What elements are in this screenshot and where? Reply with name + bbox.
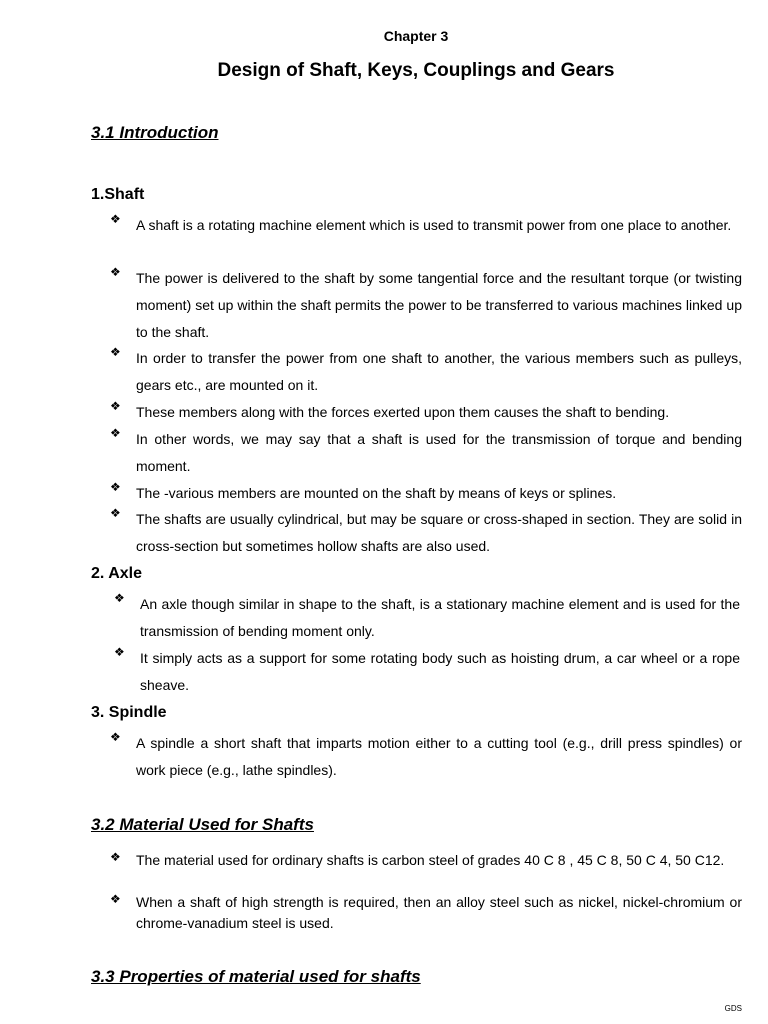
diamond-bullet-icon: ❖	[110, 506, 121, 520]
list-item: ❖ In other words, we may say that a shaft is used for the transmission of torque and bending moment.	[110, 426, 742, 474]
footer-initials: GDS	[724, 1004, 742, 1013]
diamond-bullet-icon: ❖	[114, 591, 125, 605]
list-item: ❖ The -various members are mounted on the shaft by means of keys or splines.	[110, 480, 617, 501]
diamond-bullet-icon: ❖	[110, 480, 121, 494]
list-item: ❖ The power is delivered to the shaft by some tangential force and the resultant torque (or twisting moment) set up within the shaft permits the power to be transferred to various machines linked up to the shaft.	[110, 265, 742, 340]
subheading-axle: 2. Axle	[91, 565, 142, 582]
diamond-bullet-icon: ❖	[110, 265, 121, 279]
list-item: ❖ In order to transfer the power from one shaft to another, the various members such as pulleys, gears etc., are mounted on it.	[110, 345, 742, 393]
chapter-label: Chapter 3	[383, 28, 449, 44]
diamond-bullet-icon: ❖	[110, 892, 121, 906]
diamond-bullet-icon: ❖	[114, 645, 125, 659]
list-item: ❖ When a shaft of high strength is required, then an alloy steel such as nickel, nickel-chromium or chrome-vanadium steel is used.	[110, 892, 742, 931]
list-item: ❖ A spindle a short shaft that imparts motion either to a cutting tool (e.g., drill press spindles) or work piece (e.g., lathe spindles).	[110, 730, 742, 778]
page-title: Design of Shaft, Keys, Couplings and Gears	[217, 60, 615, 81]
subheading-shaft: 1.Shaft	[91, 186, 145, 203]
section-heading-introduction: 3.1 Introduction	[91, 123, 219, 142]
list-item: ❖ An axle though similar in shape to the shaft, is a stationary machine element and is used for the transmission of bending moment only.	[114, 591, 740, 639]
section-heading-material: 3.2 Material Used for Shafts	[91, 815, 314, 834]
list-item: ❖ The material used for ordinary shafts is carbon steel of grades 40 C 8 , 45 C 8, 50 C 4, 50 C12.	[110, 850, 725, 868]
subheading-spindle: 3. Spindle	[91, 704, 167, 721]
list-item: ❖ These members along with the forces exerted upon them causes the shaft to bending.	[110, 399, 670, 420]
diamond-bullet-icon: ❖	[110, 730, 121, 744]
diamond-bullet-icon: ❖	[110, 399, 121, 413]
diamond-bullet-icon: ❖	[110, 426, 121, 440]
section-heading-properties: 3.3 Properties of material used for shafts	[91, 967, 421, 986]
diamond-bullet-icon: ❖	[110, 850, 121, 864]
list-item: ❖ A shaft is a rotating machine element which is used to transmit power from one place to another.	[110, 212, 732, 233]
list-item: ❖ The shafts are usually cylindrical, but may be square or cross-shaped in section. They are solid in cross-section but sometimes hollow shafts are also used.	[110, 506, 742, 554]
diamond-bullet-icon: ❖	[110, 212, 121, 226]
list-item: ❖ It simply acts as a support for some rotating body such as hoisting drum, a car wheel or a rope sheave.	[114, 645, 740, 693]
diamond-bullet-icon: ❖	[110, 345, 121, 359]
